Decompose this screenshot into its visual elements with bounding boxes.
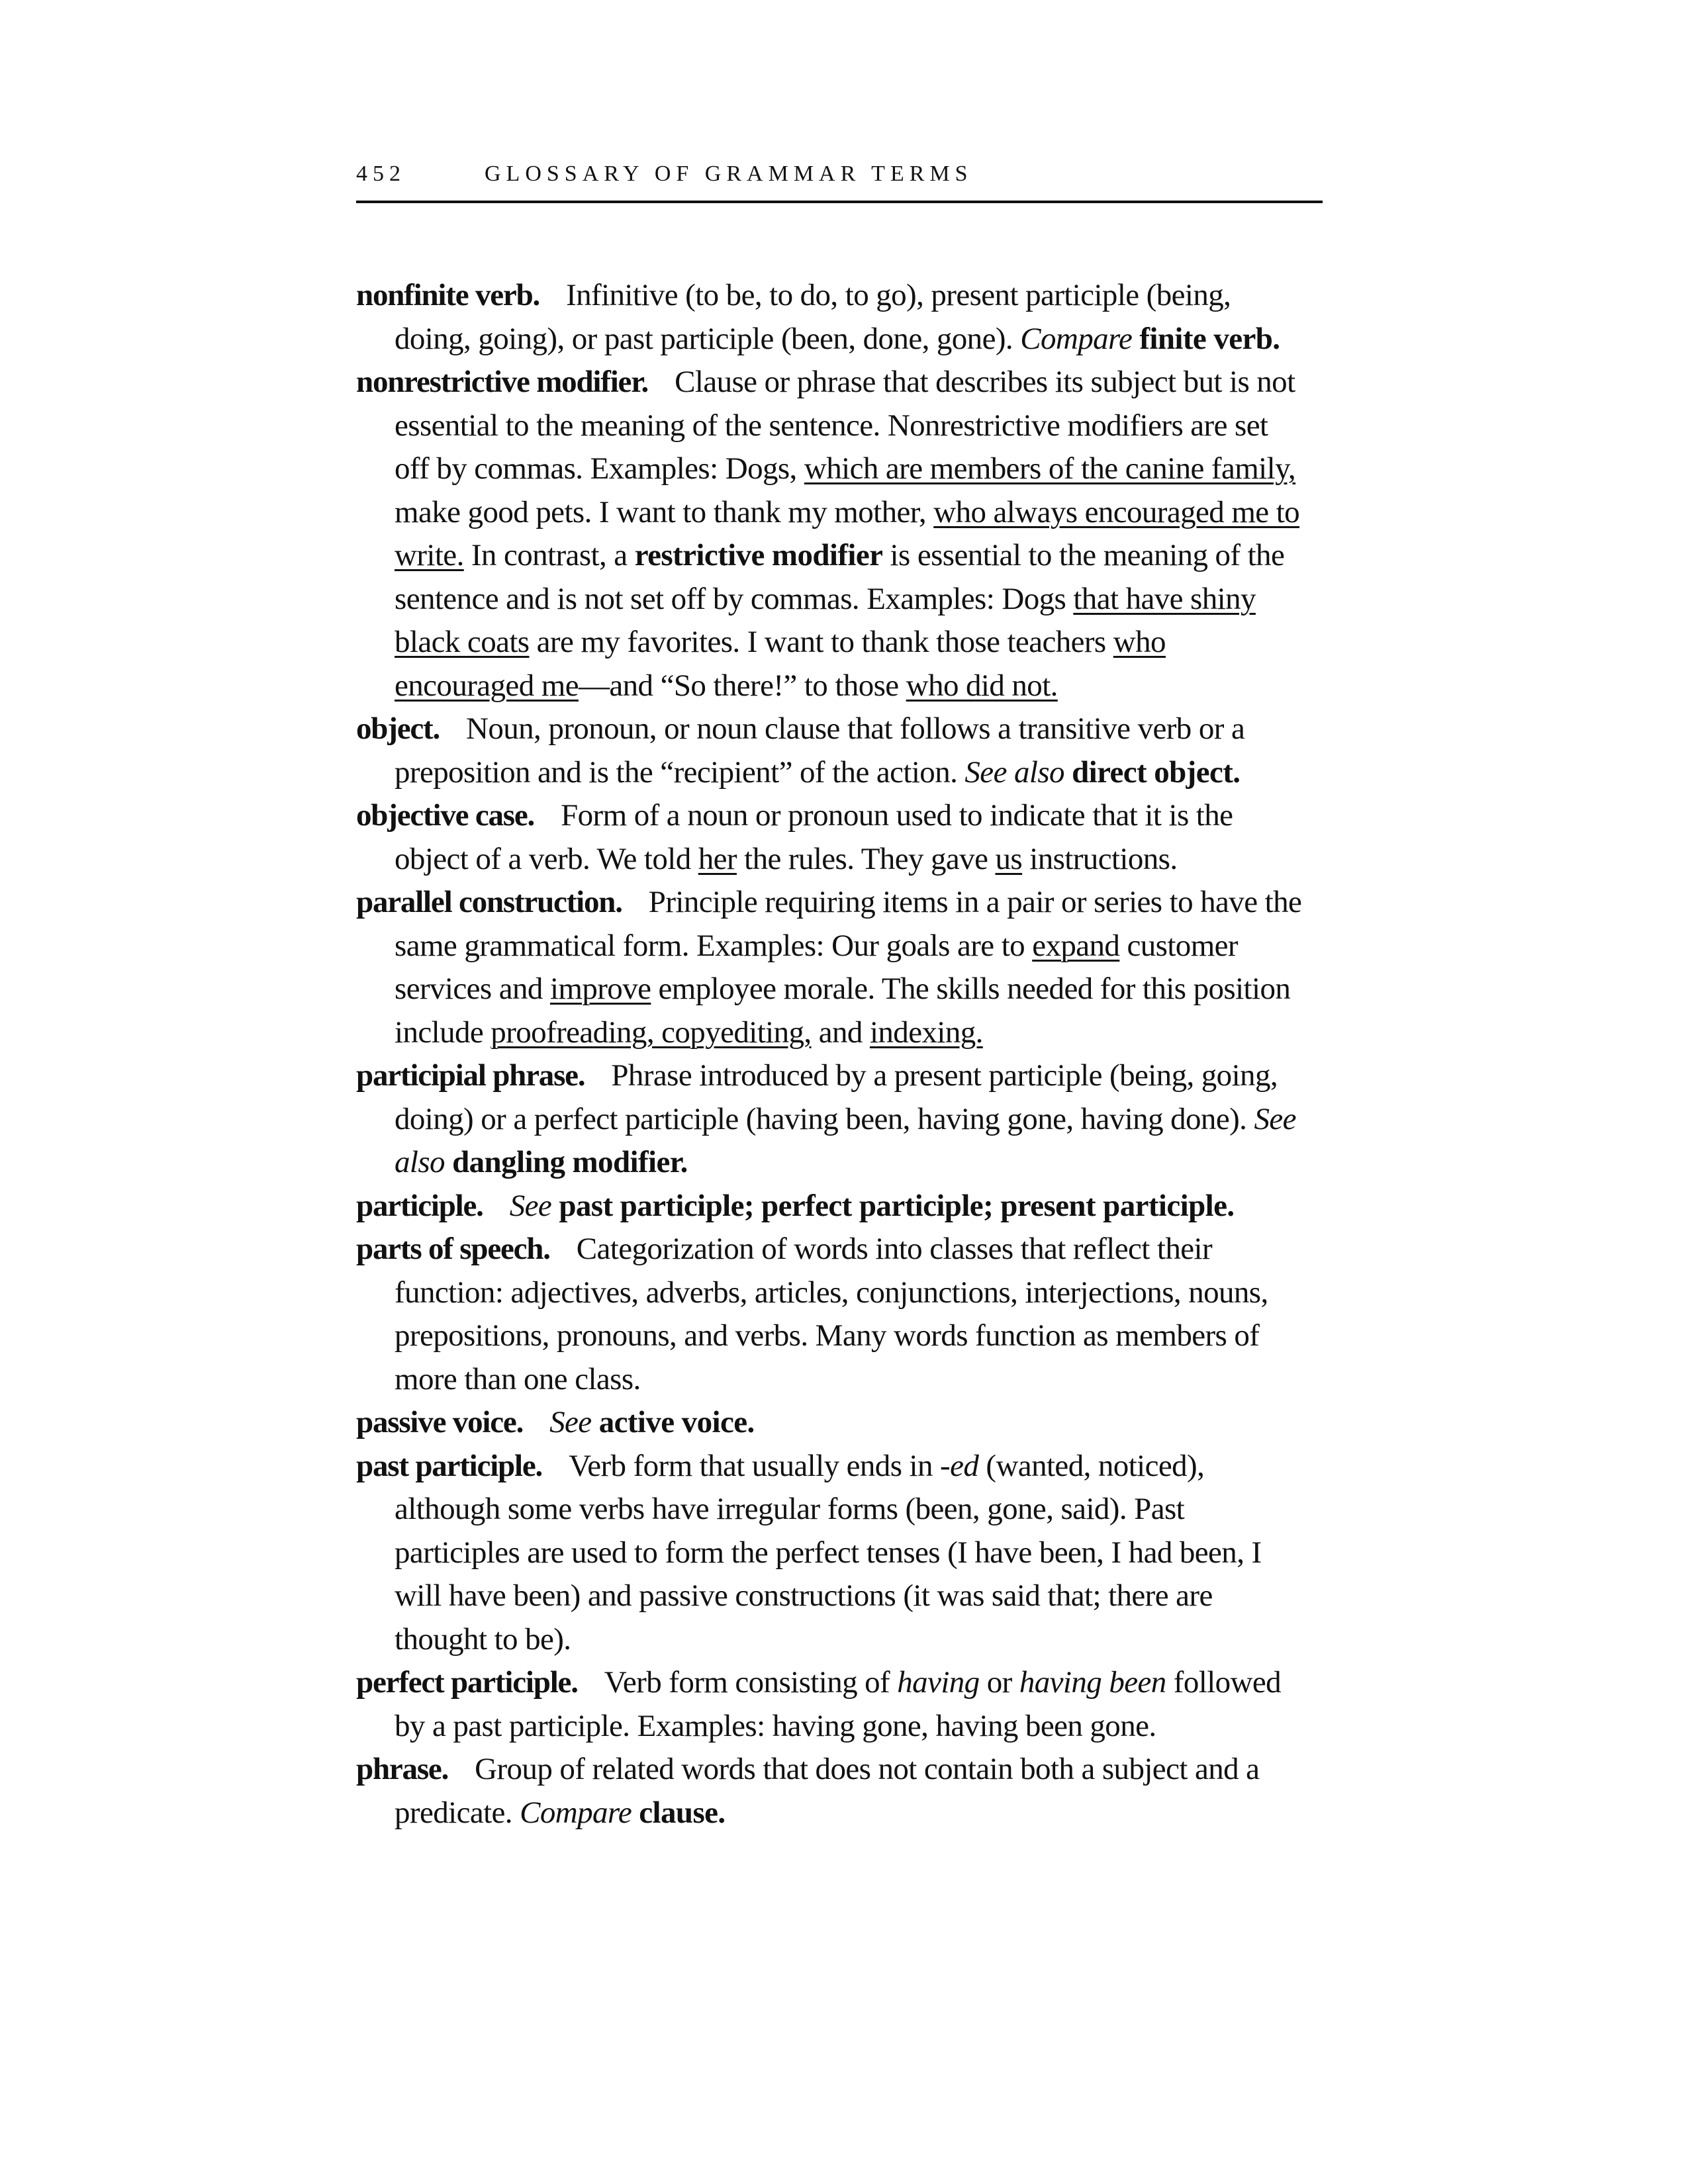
definition-text: customer services and [395,928,1238,1006]
italic-text: See also [964,754,1064,790]
definition-text [1064,755,1072,790]
entry-term: phrase. [356,1752,449,1786]
entry-term: nonrestrictive modifier. [356,365,649,399]
running-head [356,158,1323,191]
glossary-entry [356,1054,1309,1185]
glossary-entries [356,274,1309,1835]
definition-text: followed by a past participle. Examples: having gone, having been gone. [395,1665,1282,1743]
glossary-entry [356,274,1309,361]
definition-text: —and “So there!” to those [578,668,906,703]
italic-text: Compare [520,1795,632,1830]
cross-reference-term: past participle; perfect participle; present participle. [559,1188,1235,1223]
cross-reference-term: dangling modifier. [452,1145,688,1179]
definition-text: Group of related words that does not contain both a subject and a predicate. [395,1752,1260,1830]
definition-text: Clause or phrase that describes its subject but is not essential to the meaning of the sentence. Nonrestrictive modifiers are set off by commas. Examples: Dogs, [395,365,1295,486]
example-underlined: proofreading, copyediting, [491,1015,812,1050]
example-underlined: her [698,841,737,876]
entry-term: object. [356,711,440,746]
entry-term: past participle. [356,1448,543,1483]
glossary-entry [356,361,1309,707]
entry-term: participle. [356,1188,483,1223]
definition-text: the rules. They gave [736,841,996,876]
definition-text: Noun, pronoun, or noun clause that follows a transitive verb or a preposition and is the “recipient” of the action. [395,711,1245,790]
definition-text: Principle requiring items in a pair or series to have the same grammatical form. Examples: Our goals are to [395,885,1302,963]
definition-text: (wanted, noticed), although some verbs have irregular forms (been, gone, said). Past participles are used to form the perfect tenses (I have been, I had been, I will have been) and passive constructions (it was said that; there are thought to be). [395,1448,1262,1657]
glossary-entry [356,1661,1309,1748]
glossary-entry [356,1445,1309,1662]
running-title: GLOSSARY OF GRAMMAR TERMS [485,161,973,186]
definition-text: Phrase introduced by a present participle (being, going, doing) or a perfect participle (having been, having gone, having done). [395,1058,1278,1136]
italic-text: having [897,1665,980,1700]
definition-text: Categorization of words into classes that reflect their function: adjectives, adverbs, articles, conjunctions, interjections, nouns, prepositions, pronouns, and verbs. Many words function as members of more than one class. [395,1232,1268,1396]
example-underlined: who always encouraged me to write. [395,494,1300,572]
cross-reference-term: restrictive modifier [634,538,883,572]
example-underlined: expand [1032,928,1120,963]
definition-text: and [811,1015,870,1050]
definition-text: employee morale. The skills needed for this position include [395,972,1291,1050]
example-underlined: us [995,841,1023,876]
cross-reference-term: finite verb. [1139,321,1280,356]
italic-text: having been [1019,1665,1166,1700]
entry-term: participial phrase. [356,1058,585,1093]
definition-text: Form of a noun or pronoun used to indicate that it is the object of a verb. We told [395,798,1233,876]
glossary-entry [356,881,1309,1054]
definition-text [632,1796,639,1830]
example-underlined: which are members of the canine family, [804,451,1296,486]
entry-term: passive voice. [356,1405,524,1439]
italic-text: See also [395,1101,1296,1179]
glossary-entry [356,1401,1309,1445]
glossary-entry [356,1748,1309,1835]
definition-text: instructions. [1022,841,1178,876]
definition-text: or [979,1665,1019,1700]
example-underlined: who encouraged me [395,625,1166,703]
header-rule [356,201,1323,203]
entry-term: objective case. [356,798,535,833]
italic-text: Compare [1020,321,1133,356]
definition-text [445,1145,452,1179]
italic-text: -ed [940,1448,979,1483]
glossary-entry [356,1185,1309,1228]
italic-text: See [549,1405,592,1439]
example-underlined: who did not. [906,668,1058,703]
page-number: 452 [356,161,406,186]
definition-text [1132,322,1139,356]
definition-text: Verb form consisting of [604,1665,898,1700]
glossary-entry [356,794,1309,881]
entry-term: perfect participle. [356,1665,578,1700]
entry-term: parallel construction. [356,885,622,919]
entry-term: nonfinite verb. [356,278,540,312]
definition-text: make good pets. I want to thank my mother, [395,494,934,529]
cross-reference-term: clause. [639,1795,726,1830]
glossary-entry [356,707,1309,794]
definition-text [551,1189,559,1223]
cross-reference-term: active voice. [598,1405,755,1439]
definition-text [592,1405,599,1439]
italic-text: See [509,1188,552,1223]
definition-text: Infinitive (to be, to do, to go), present participle (being, doing, going), or past participle (been, done, gone). [395,278,1231,356]
definition-text: are my favorites. I want to thank those teachers [529,625,1113,659]
definition-text: In contrast, a [463,538,635,572]
example-underlined: improve [549,972,651,1006]
glossary-entry [356,1228,1309,1401]
definition-text: Verb form that usually ends in [569,1448,941,1483]
example-underlined: indexing. [869,1015,983,1050]
definition-text: is essential to the meaning of the sentence and is not set off by commas. Examples: Dogs [395,538,1285,616]
example-underlined: that have shiny black coats [395,581,1256,659]
entry-term: parts of speech. [356,1232,550,1266]
cross-reference-term: direct object. [1072,754,1241,790]
